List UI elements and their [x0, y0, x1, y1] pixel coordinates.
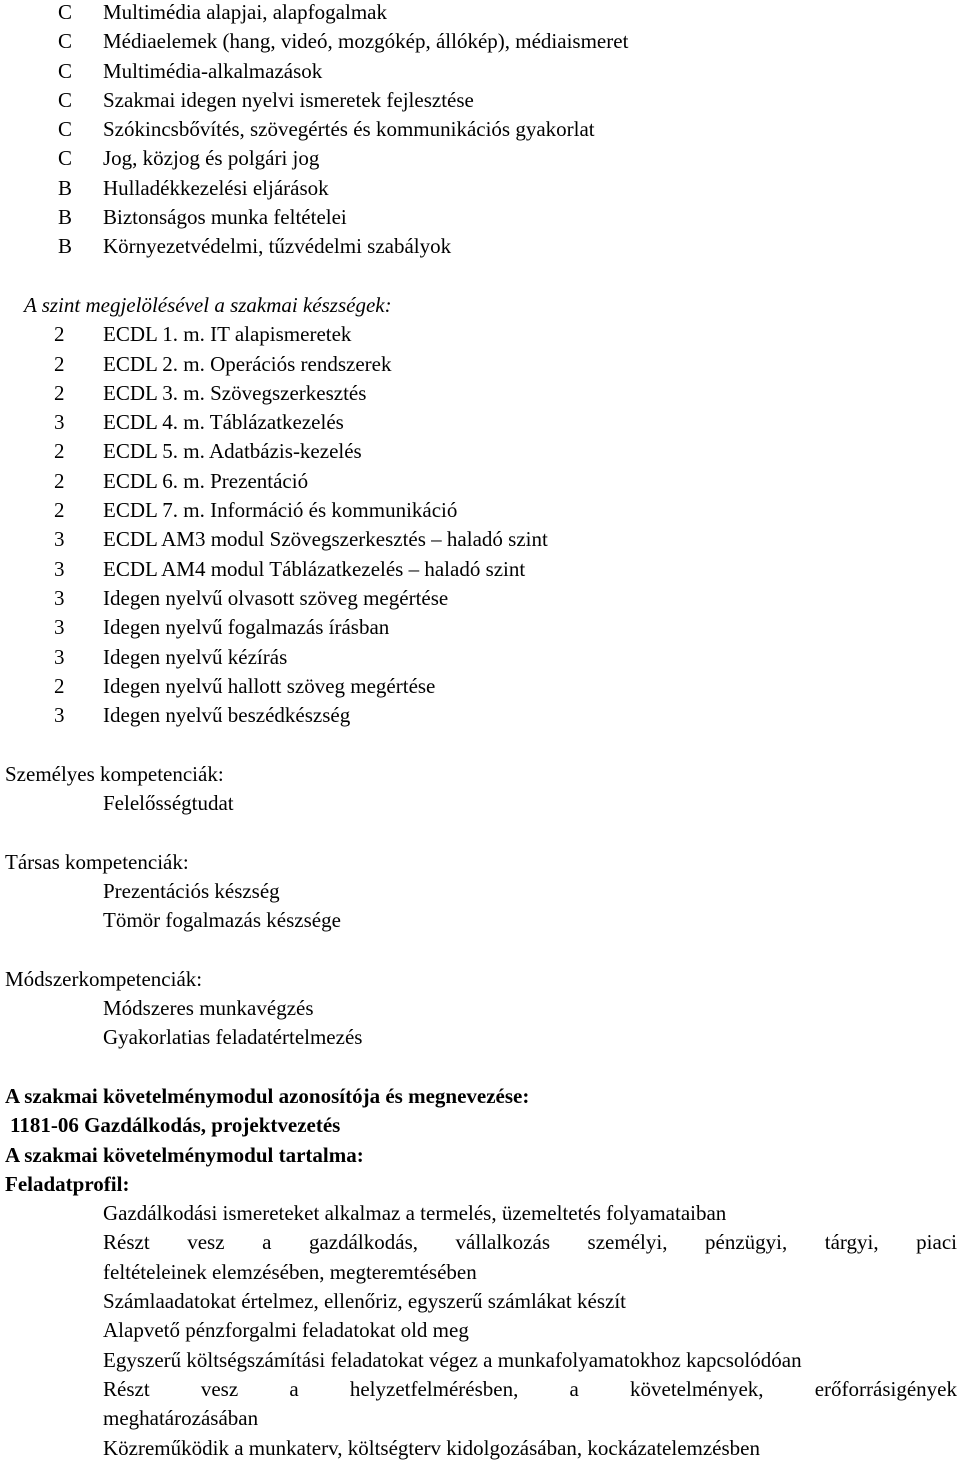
- item-text: Idegen nyelvű fogalmazás írásban: [103, 615, 390, 640]
- level-number: 3: [54, 644, 65, 669]
- level-letter: B: [58, 175, 73, 200]
- module-id-heading: A szakmai követelménymodul azonosítója és megnevezése:: [5, 1083, 530, 1108]
- item-text: ECDL 6. m. Prezentáció: [103, 468, 309, 493]
- list-item: [5, 672, 957, 701]
- list-item: Tömör fogalmazás készsége: [103, 908, 341, 933]
- item-text: Multimédia-alkalmazások: [103, 58, 323, 83]
- spacer: [5, 262, 957, 291]
- list-item: [5, 701, 957, 730]
- list-item: Számlaadatokat értelmez, ellenőriz, egyszerű számlákat készít: [103, 1289, 627, 1314]
- list-item: [5, 584, 957, 613]
- list-item: Felelősségtudat: [103, 791, 234, 816]
- list-item: [5, 379, 957, 408]
- item-text: Multimédia alapjai, alapfogalmak: [103, 0, 387, 24]
- level-letter: C: [58, 87, 73, 112]
- level-letter: C: [58, 29, 73, 54]
- list-item: [5, 86, 957, 115]
- module-code-title: 1181-06 Gazdálkodás, projektvezetés: [10, 1113, 341, 1138]
- item-text: ECDL 3. m. Szövegszerkesztés: [103, 380, 367, 405]
- item-text: Jog, közjog és polgári jog: [103, 146, 320, 171]
- item-text: Médiaelemek (hang, videó, mozgókép, állókép), médiaismeret: [103, 29, 629, 54]
- level-number: 2: [54, 498, 65, 523]
- item-text: Biztonságos munka feltételei: [103, 205, 347, 230]
- level-number: 3: [54, 615, 65, 640]
- spacer: [5, 818, 957, 847]
- list-item: Gyakorlatias feladatértelmezés: [103, 1025, 363, 1050]
- item-text: Hulladékkezelési eljárások: [103, 175, 329, 200]
- level-letter: B: [58, 234, 73, 259]
- list-item: [5, 232, 957, 261]
- list-item: [5, 643, 957, 672]
- list-item: Alapvető pénzforgalmi feladatokat old meg: [103, 1318, 469, 1343]
- level-number: 3: [54, 585, 65, 610]
- list-item-continuation: feltételeinek elemzésében, megteremtésében: [103, 1259, 477, 1284]
- item-text: ECDL 2. m. Operációs rendszerek: [103, 351, 392, 376]
- item-text: Környezetvédelmi, tűzvédelmi szabályok: [103, 234, 452, 259]
- list-item: [5, 144, 957, 173]
- list-item: [5, 203, 957, 232]
- list-item: Részt vesz a helyzetfelmérésben, a követelmények, erőforrásigények: [103, 1376, 957, 1401]
- list-item: Egyszerű költségszámítási feladatokat végez a munkafolyamatokhoz kapcsolódóan: [103, 1347, 802, 1372]
- knowledge-level-list: [5, 0, 957, 262]
- item-text: ECDL 1. m. IT alapismeretek: [103, 322, 352, 347]
- spacer: [5, 730, 957, 759]
- module-content-heading: A szakmai követelménymodul tartalma:: [5, 1142, 364, 1167]
- level-number: 3: [54, 703, 65, 728]
- skills-heading: A szint megjelölésével a szakmai készségek:: [24, 292, 392, 317]
- method-competencies-label: Módszerkompetenciák:: [5, 966, 203, 991]
- list-item: [5, 115, 957, 144]
- task-profile-heading: Feladatprofil:: [5, 1171, 130, 1196]
- social-competencies-label: Társas kompetenciák:: [5, 849, 189, 874]
- list-item: [5, 437, 957, 466]
- level-letter: C: [58, 117, 73, 142]
- level-number: 2: [54, 322, 65, 347]
- level-letter: B: [58, 205, 73, 230]
- level-number: 2: [54, 439, 65, 464]
- list-item: [5, 613, 957, 642]
- list-item: [5, 0, 957, 27]
- level-number: 3: [54, 556, 65, 581]
- item-text: ECDL AM3 modul Szövegszerkesztés – haladó szint: [103, 527, 548, 552]
- list-item: Közreműködik a munkaterv, költségterv kidolgozásában, kockázatelemzésben: [103, 1435, 760, 1460]
- task-list: [5, 1199, 957, 1463]
- list-item: [5, 525, 957, 554]
- item-text: Idegen nyelvű beszédkészség: [103, 703, 351, 728]
- item-text: Idegen nyelvű olvasott szöveg megértése: [103, 585, 449, 610]
- list-item: [5, 467, 957, 496]
- item-text: ECDL 7. m. Információ és kommunikáció: [103, 498, 458, 523]
- item-text: Szókincsbővítés, szövegértés és kommunikációs gyakorlat: [103, 117, 595, 142]
- list-item-continuation: meghatározásában: [103, 1406, 259, 1431]
- list-item: [5, 555, 957, 584]
- list-item: [5, 27, 957, 56]
- list-item: [5, 408, 957, 437]
- personal-competencies-label: Személyes kompetenciák:: [5, 761, 224, 786]
- spacer: [5, 936, 957, 965]
- list-item: Gazdálkodási ismereteket alkalmaz a termelés, üzemeltetés folyamataiban: [103, 1201, 727, 1226]
- level-letter: C: [58, 146, 73, 171]
- level-number: 3: [54, 527, 65, 552]
- spacer: [5, 1053, 957, 1082]
- list-item: [5, 174, 957, 203]
- level-letter: C: [58, 58, 73, 83]
- list-item: [5, 496, 957, 525]
- level-number: 2: [54, 351, 65, 376]
- item-text: ECDL AM4 modul Táblázatkezelés – haladó szint: [103, 556, 526, 581]
- item-text: Szakmai idegen nyelvi ismeretek fejlesztése: [103, 87, 474, 112]
- item-text: ECDL 4. m. Táblázatkezelés: [103, 410, 344, 435]
- list-item: Részt vesz a gazdálkodás, vállalkozás személyi, pénzügyi, tárgyi, piaci: [103, 1230, 957, 1255]
- list-item: [5, 57, 957, 86]
- document-page: [5, 0, 957, 1463]
- level-number: 2: [54, 673, 65, 698]
- item-text: Idegen nyelvű hallott szöveg megértése: [103, 673, 436, 698]
- item-text: ECDL 5. m. Adatbázis-kezelés: [103, 439, 362, 464]
- item-text: Idegen nyelvű kézírás: [103, 644, 288, 669]
- level-letter: C: [58, 0, 73, 24]
- level-number: 2: [54, 380, 65, 405]
- list-item: [5, 320, 957, 349]
- list-item: Prezentációs készség: [103, 878, 280, 903]
- level-number: 3: [54, 410, 65, 435]
- level-number: 2: [54, 468, 65, 493]
- list-item: [5, 350, 957, 379]
- list-item: Módszeres munkavégzés: [103, 996, 314, 1021]
- skills-level-list: [5, 320, 957, 730]
